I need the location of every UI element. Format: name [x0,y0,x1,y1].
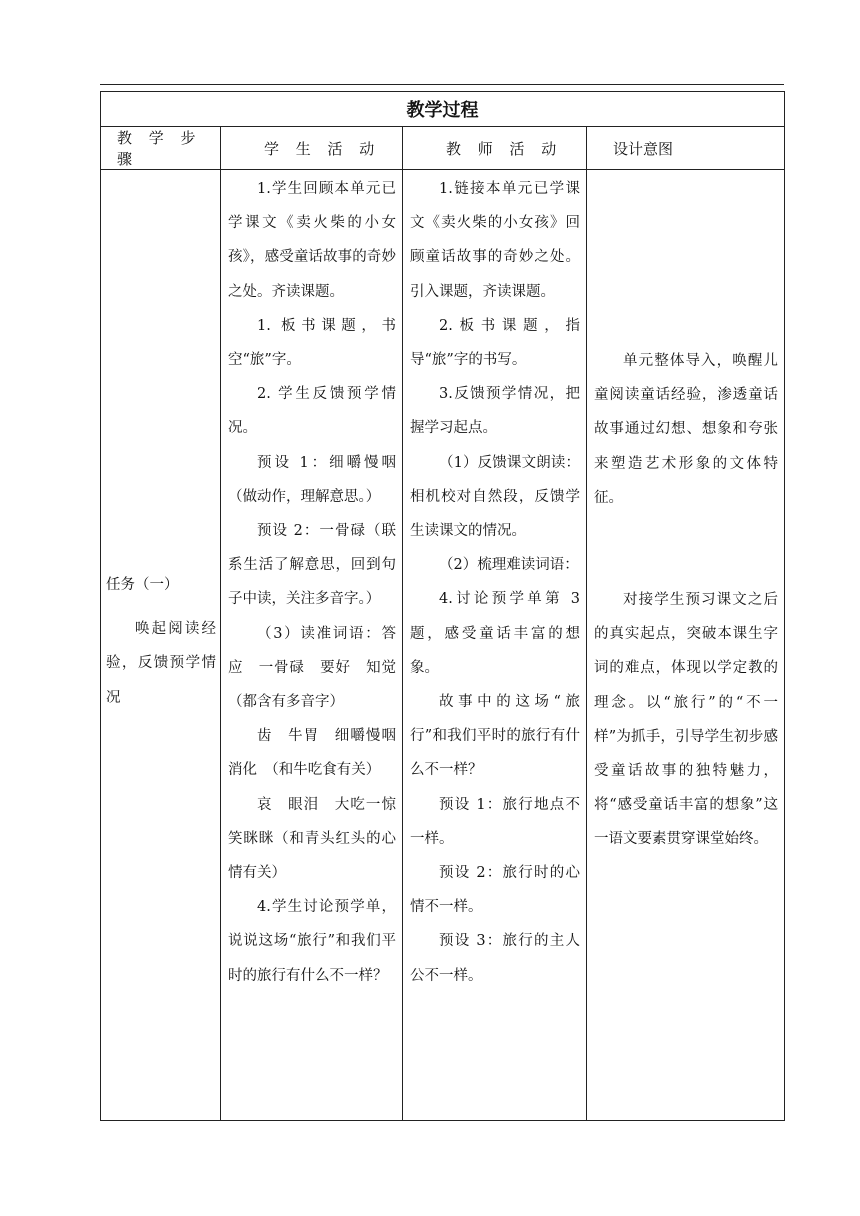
header-step-label: 教 学 步 骤 [117,129,202,168]
student-activity-cell [221,170,411,1121]
header-intent-label: 设计意图 [613,139,674,158]
teacher-paragraph: （2）梳理难读词语： [439,557,579,574]
task-name: 唤起阅读经验，反馈预学情况 [106,621,216,706]
teacher-paragraph: 预设 3：旅行的主人公不一样。 [410,933,580,984]
header-teacher-label: 教 师 活 动 [446,139,563,158]
teacher-paragraph: 1.链接本单元已学课文《卖火柴的小女孩》回顾童话故事的奇妙之处。引入课题，齐读课题。 [410,181,580,300]
teacher-paragraph: 2.板书课题，指导“旅”字的书写。 [410,317,580,369]
teacher-paragraph: 3.反馈预学情况，把握学习起点。 [410,386,580,437]
teacher-activity-cell [403,170,587,1121]
header-rule [100,84,784,85]
student-paragraph: （3）读准词语：答应 一骨碌 要好 知觉（都含有多音字） [228,625,396,711]
header-student [221,127,403,170]
student-paragraph: 1.学生回顾本单元已学课文《卖火柴的小女孩》，感受童话故事的奇妙之处。齐读课题。 [228,181,396,300]
student-paragraph: 4.学生讨论预学单，说说这场“旅行”和我们平时的旅行有什么不一样？ [228,899,396,984]
header-row [101,127,785,170]
header-teacher [403,127,587,170]
step-cell [101,170,221,1121]
teacher-paragraph: 故事中的这场“旅行”和我们平时的旅行有什么不一样？ [410,694,580,779]
student-paragraph: 2. 学生反馈预学情况。 [228,386,396,437]
design-intent-cell [587,170,785,1121]
task-row [101,170,785,1121]
student-paragraph: 哀 眼泪 大吃一惊 笑眯眯（和青头红头的心情有关） [228,796,411,882]
student-paragraph: 齿 牛胃 细嚼慢咽 消化 （和牛吃食有关） [228,728,411,779]
student-paragraph: 预设 1：细嚼慢咽（做动作，理解意思。） [228,454,396,505]
task-label: 任务（一） [106,577,179,593]
teaching-process-table [100,91,785,1121]
intent-paragraph: 对接学生预习课文之后的真实起点，突破本课生字词的难点，体现以学定教的理念。以“旅行”的“不一样”为抓手，引导学生初步感受童话故事的独特魅力，将“感受童话丰富的想象”这一语文要素贯穿课堂始终。 [594,592,778,848]
header-step [101,127,221,170]
teacher-paragraph: 预设 2：旅行时的心情不一样。 [410,865,580,916]
intent-paragraph: 单元整体导入，唤醒儿童阅读童话经验，渗透童话故事通过幻想、想象和夸张来塑造艺术形象的文体特征。 [594,353,778,506]
header-student-label: 学 生 活 动 [264,139,381,158]
student-paragraph: 1. 板书课题，书空“旅”字。 [228,317,396,369]
table-title: 教学过程 [101,92,785,127]
teacher-paragraph: 预设 1：旅行地点不一样。 [410,796,580,847]
header-intent [587,127,785,170]
title-row [101,92,785,127]
teacher-paragraph: （1）反馈课文朗读：相机校对自然段，反馈学生读课文的情况。 [410,454,580,540]
teacher-paragraph: 4.讨论预学单第 3 题，感受童话丰富的想象。 [410,591,580,676]
student-paragraph: 预设 2：一骨碌（联系生活了解意思，回到句子中读，关注多音字。） [228,523,396,608]
